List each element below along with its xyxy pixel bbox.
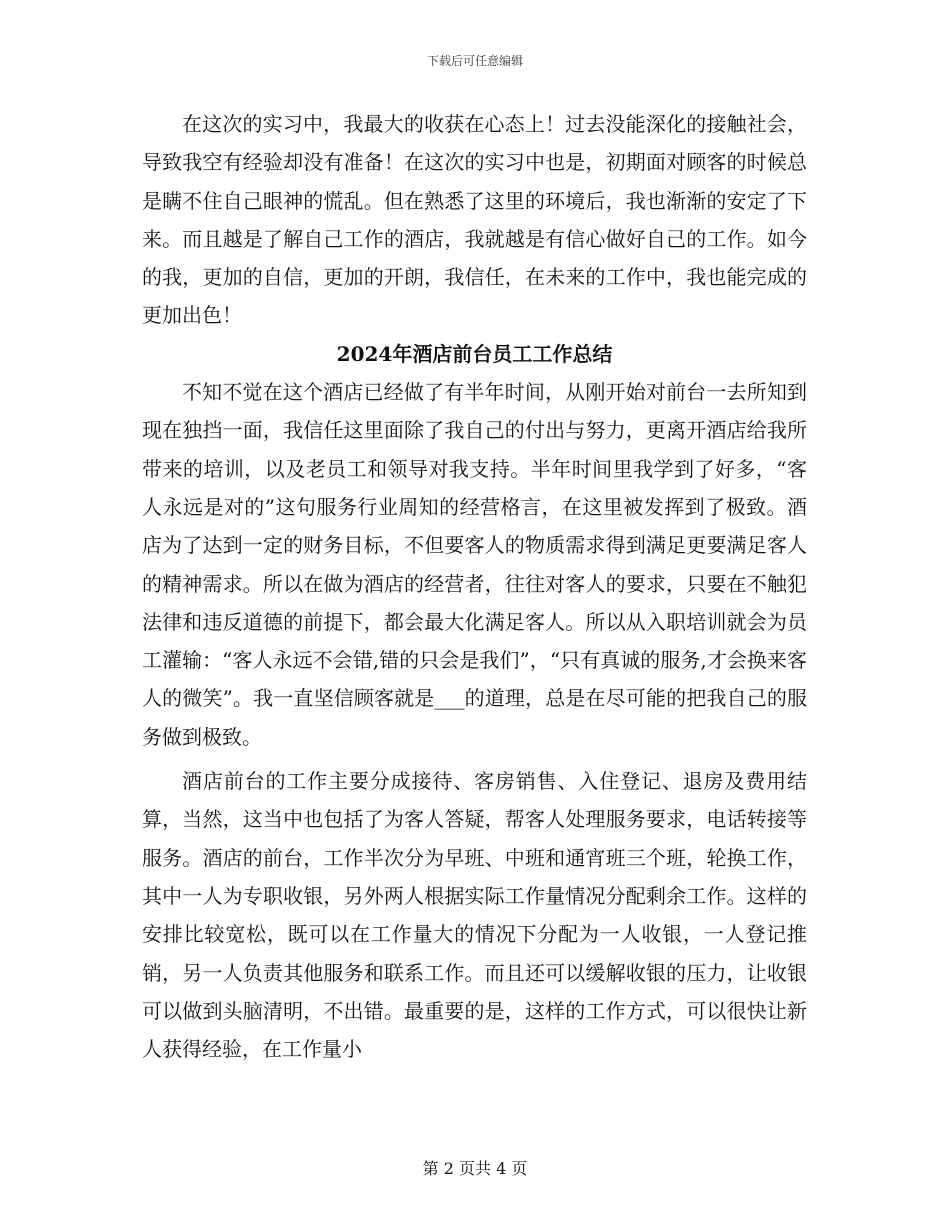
section-title: 2024年酒店前台员工工作总结 [336, 341, 613, 366]
paragraph-internship-summary: 在这次的实习中，我最大的收获在心态上！过去没能深化的接触社会，导致我空有经验却没有准备！在这次的实习中也是，初期面对顾客的时候总是瞒不住自己眼神的慌乱。但在熟悉了这里的环境后，我也渐渐的安定了下来。而且越是了解自己工作的酒店，我就越是有信心做好自己的工作。如今的我，更加的自信，更加的开朗，我信任，在未来的工作中，我也能完成的更加出色！ [142, 112, 807, 328]
page-header: 下载后可任意编辑 [426, 54, 523, 68]
page-footer: 第 2 页共 4 页 [422, 1159, 528, 1178]
paragraph-half-year-review: 不知不觉在这个酒店已经做了有半年时间，从刚开始对前台一去所知到现在独挡一面，我信任这里面除了我自己的付出与努力，更离开酒店给我所带来的培训，以及老员工和领导对我支持。半年时间里我学到了好多，“客人永远是对的”这句服务行业周知的经营格言，在这里被发挥到了极致。酒店为了达到一定的财务目标，不但要客人的物质需求得到满足更要满足客人的精神需求。所以在做为酒店的经营者，往往对客人的要求，只要在不触犯法律和违反道德的前提下，都会最大化满足客人。所以从入职培训就会为员工灌输：“客人永远不会错,错的只会是我们”，“只有真诚的服务,才会换来客人的微笑”。我一直坚信顾客就是___的道理，总是在尽可能的把我自己的服务做到极致。 [142, 380, 807, 749]
paragraph-front-desk-duties: 酒店前台的工作主要分成接待、客房销售、入住登记、退房及费用结算，当然，这当中也包括了为客人答疑，帮客人处理服务要求，电话转接等服务。酒店的前台，工作半次分为早班、中班和通宵班三个班，轮换工作，其中一人为专职收银，另外两人根据实际工作量情况分配剩余工作。这样的安排比较宽松，既可以在工作量大的情况下分配为一人收银，一人登记推销，另一人负责其他服务和联系工作。而且还可以缓解收银的压力，让收银可以做到头脑清明，不出错。最重要的是，这样的工作方式，可以很快让新人获得经验，在工作量小 [142, 769, 807, 1062]
document-body [142, 105, 807, 1068]
